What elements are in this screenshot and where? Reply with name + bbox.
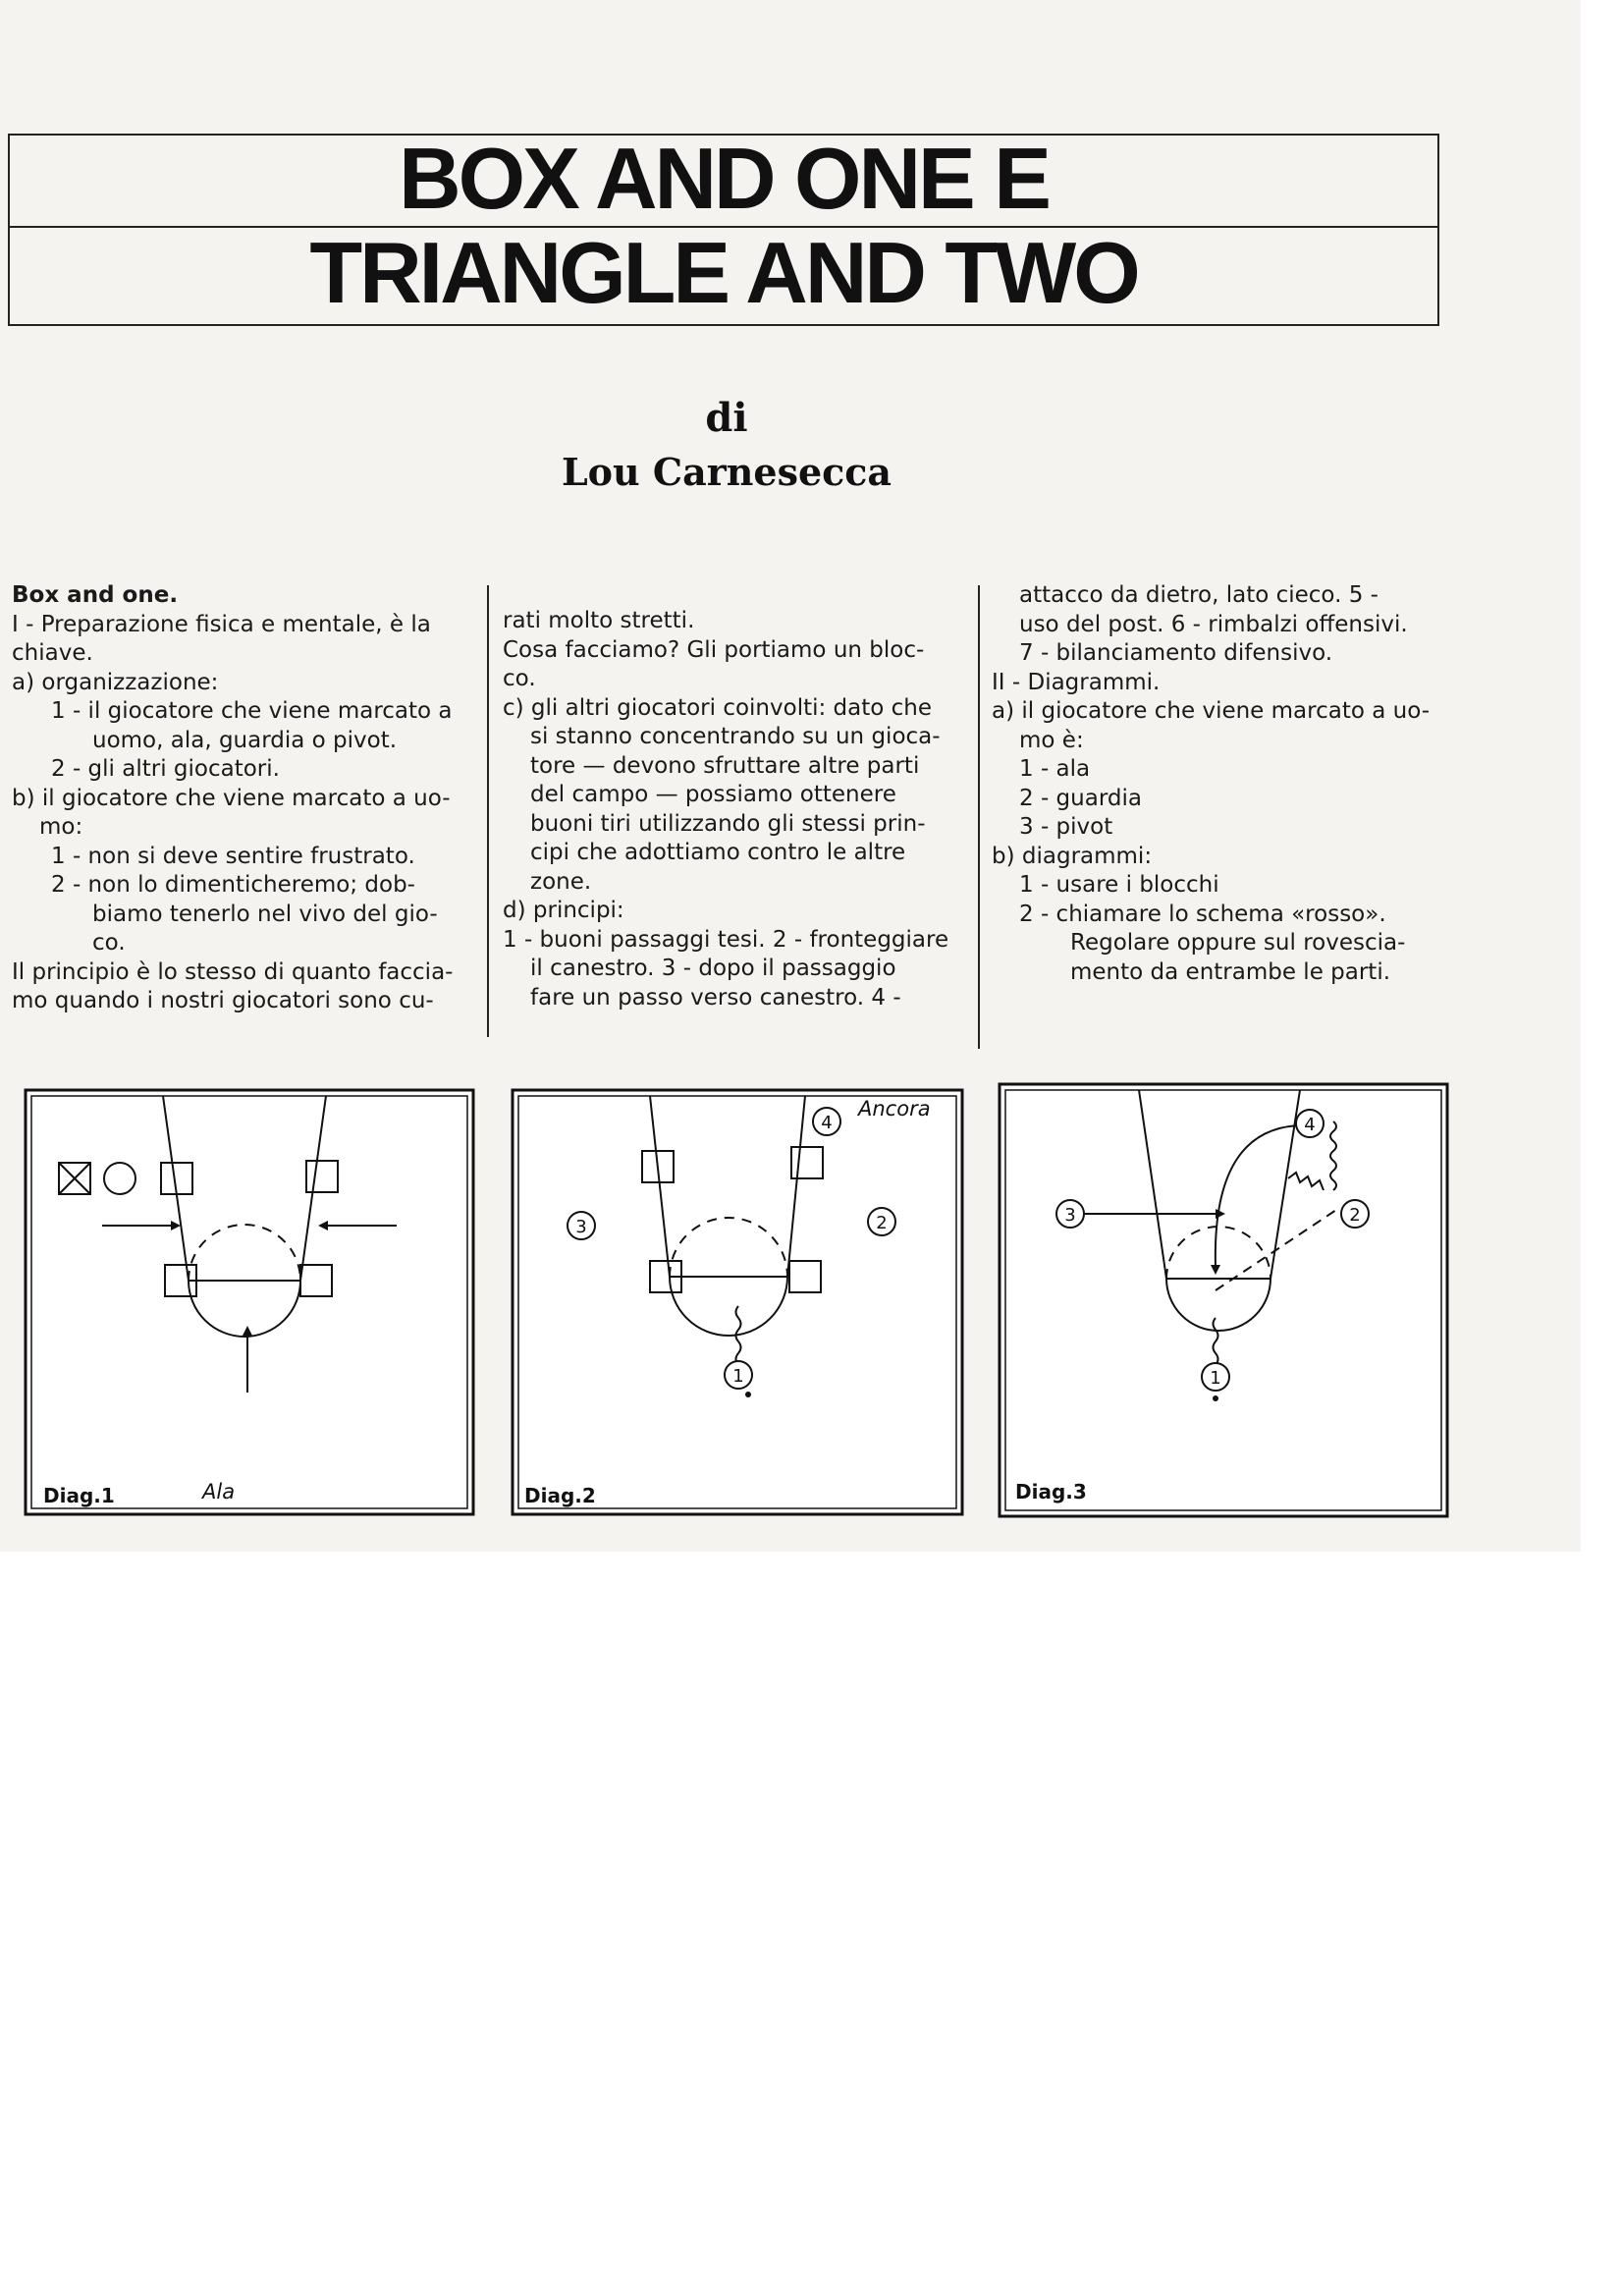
text-line: 2 - guardia: [1019, 785, 1142, 811]
text-line: chiave.: [12, 640, 93, 666]
text-line: buoni tiri utilizzando gli stessi prin-: [530, 810, 926, 837]
text-line: c) gli altri giocatori coinvolti: dato che: [503, 694, 933, 721]
text-line: 1 - usare i blocchi: [1019, 872, 1219, 898]
text-line: del campo — possiamo ottenere: [530, 782, 896, 807]
text-line: attacco da dietro, lato cieco. 5 -: [1019, 582, 1379, 608]
diagram-3-svg: [998, 1082, 1449, 1518]
text-line: Cosa facciamo? Gli portiamo un bloc-: [503, 636, 925, 663]
ball-icon: [745, 1392, 751, 1397]
title-line-2: TRIANGLE AND TWO: [309, 224, 1138, 321]
diagram-frame: [513, 1090, 962, 1514]
text-line: 2 - non lo dimenticheremo; dob-: [51, 872, 415, 898]
text-line: si stanno concentrando su un gioca-: [530, 724, 941, 749]
column-rule-1: [487, 585, 489, 1037]
text-line: a) il giocatore che viene marcato a uo-: [992, 698, 1431, 724]
text-line: co.: [92, 930, 126, 956]
text-line: fare un passo verso canestro. 4 -: [530, 984, 901, 1011]
author-name: Lou Carnesecca: [561, 450, 892, 494]
diagram-3: [998, 1082, 1449, 1518]
diagram-frame: [26, 1090, 473, 1514]
text-line: d) principi:: [503, 898, 624, 923]
text-line: co.: [503, 666, 536, 691]
text-line: 2 - gli altri giocatori.: [51, 756, 280, 782]
text-line: biamo tenerlo nel vivo del gio-: [92, 901, 438, 927]
diagram-2-svg: [511, 1088, 964, 1516]
section-heading: Box and one.: [12, 582, 179, 608]
text-line: a) organizzazione:: [12, 669, 219, 695]
ball-icon: [1213, 1395, 1218, 1401]
player-number: 1: [732, 1366, 744, 1387]
text-line: 1 - buoni passaggi tesi. 2 - fronteggiare: [503, 926, 949, 953]
diagram-1-svg: [24, 1088, 475, 1516]
player-number: 3: [575, 1217, 587, 1237]
title-line-1: BOX AND ONE E: [399, 130, 1049, 227]
text-line: mento da entrambe le parti.: [1070, 958, 1391, 985]
title-box: [8, 130, 1439, 326]
player-number: 2: [876, 1213, 888, 1233]
player-number: 4: [821, 1113, 833, 1133]
text-column-3: [992, 581, 1443, 987]
text-line: il canestro. 3 - dopo il passaggio: [530, 956, 896, 981]
text-line: 1 - il giocatore che viene marcato a: [51, 698, 453, 724]
text-line: tore — devono sfruttare altre parti: [530, 752, 920, 779]
text-line: 1 - ala: [1019, 756, 1091, 782]
diagram-label: Diag.1: [43, 1484, 115, 1507]
text-line: 7 - bilanciamento difensivo.: [1019, 640, 1333, 666]
text-line: Regolare oppure sul rovescia-: [1070, 930, 1406, 956]
text-line: b) il giocatore che viene marcato a uo-: [12, 785, 451, 811]
column-rule-2: [978, 585, 980, 1049]
text-line: mo quando i nostri giocatori sono cu-: [12, 988, 434, 1013]
player-number: 4: [1304, 1115, 1316, 1135]
text-line: uomo, ala, guardia o pivot.: [92, 727, 398, 753]
text-line: uso del post. 6 - rimbalzi offensivi.: [1019, 611, 1408, 637]
diagram-label: Diag.3: [1015, 1480, 1087, 1503]
player-number: 3: [1064, 1205, 1076, 1226]
text-line: I - Preparazione fisica e mentale, è la: [12, 611, 431, 637]
text-line: II - Diagrammi.: [992, 669, 1161, 695]
text-line: Il principio è lo stesso di quanto faccia-: [12, 958, 454, 985]
text-line: 3 - pivot: [1019, 814, 1113, 840]
diagram-note: Ancora: [858, 1097, 931, 1121]
text-line: b) diagrammi:: [992, 843, 1153, 869]
byline-di: di: [705, 395, 748, 441]
diagram-1: [24, 1088, 475, 1516]
player-number: 1: [1210, 1368, 1221, 1389]
text-line: mo:: [39, 814, 83, 840]
text-column-2: [503, 607, 956, 1012]
player-number: 2: [1349, 1205, 1361, 1226]
text-column-1: [12, 581, 467, 1016]
text-line: rati molto stretti.: [503, 608, 695, 633]
diagram-note: Ala: [202, 1480, 236, 1503]
diagram-2: [511, 1088, 964, 1516]
diagram-label: Diag.2: [524, 1484, 596, 1507]
diagram-frame: [1000, 1084, 1447, 1516]
text-line: 2 - chiamare lo schema «rosso».: [1019, 901, 1386, 927]
text-line: mo è:: [1019, 727, 1084, 753]
text-line: 1 - non si deve sentire frustrato.: [51, 843, 415, 869]
text-line: zone.: [530, 868, 592, 895]
text-line: cipi che adottiamo contro le altre: [530, 840, 906, 865]
